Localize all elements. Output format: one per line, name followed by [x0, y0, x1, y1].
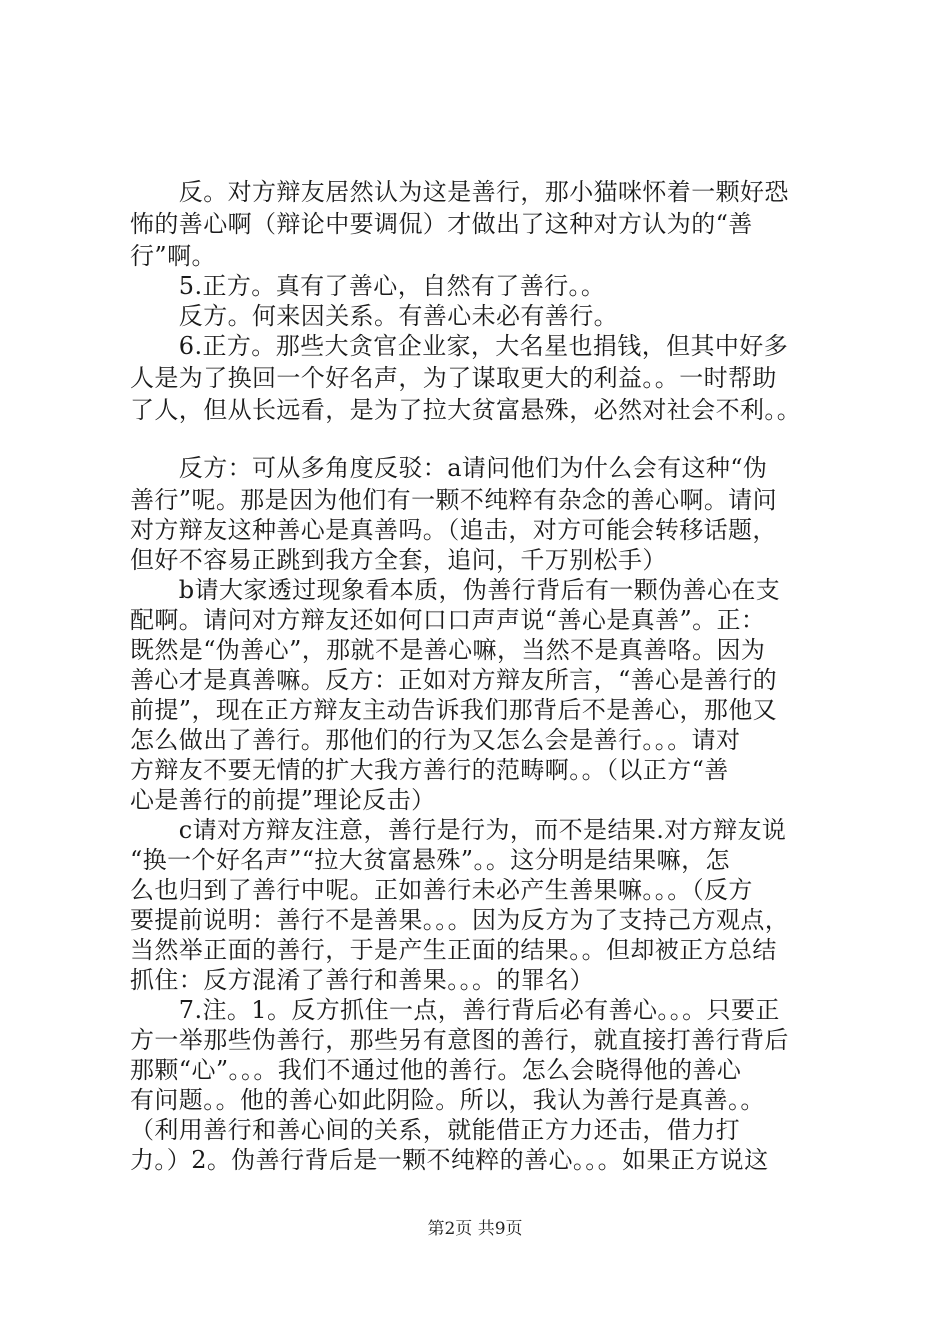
text-line: 抓住：反方混淆了善行和善果。。。的罪名）	[130, 966, 594, 994]
text-line: （利用善行和善心间的关系，就能借正方力还击，借力打	[130, 1116, 740, 1144]
text-line: 但好不容易正跳到我方全套，追问，千万别松手）	[130, 546, 667, 574]
text-line: 方一举那些伪善行，那些另有意图的善行，就直接打善行背后	[130, 1026, 789, 1054]
text-line: 那颗“心”。。。我们不通过他的善行。怎么会晓得他的善心	[130, 1056, 742, 1084]
text-line: 了人，但从长远看，是为了拉大贫富悬殊，必然对社会不利。。	[130, 396, 802, 424]
text-line: 有问题。。他的善心如此阴险。所以，我认为善行是真善。。	[130, 1086, 765, 1114]
text-line: 人是为了换回一个好名声，为了谋取更大的利益。。一时帮助	[130, 364, 777, 392]
text-line: 当然举正面的善行，于是产生正面的结果。。但却被正方总结	[130, 936, 777, 964]
text-line: 反。对方辩友居然认为这是善行，那小猫咪怀着一颗好恐	[130, 178, 789, 206]
text-line: 既然是“伪善心”，那就不是善心嘛，当然不是真善咯。因为	[130, 636, 766, 664]
text-line: 善心才是真善嘛。反方：正如对方辩友所言，“善心是善行的	[130, 666, 778, 694]
text-line: 配啊。请问对方辩友还如何口口声声说“善心是真善”。正：	[130, 606, 766, 634]
text-line: 方辩友不要无情的扩大我方善行的范畴啊。。（以正方“善	[130, 756, 729, 784]
text-line: 前提”，现在正方辩友主动告诉我们那背后不是善心，那他又	[130, 696, 778, 724]
text-line: “换一个好名声”“拉大贫富悬殊”。。这分明是结果嘛，怎	[130, 846, 730, 874]
text-line: 怖的善心啊（辩论中要调侃）才做出了这种对方认为的“善	[130, 210, 753, 238]
text-line: b请大家透过现象看本质，伪善行背后有一颗伪善心在支	[130, 576, 781, 604]
text-line: c请对方辩友注意，善行是行为，而不是结果.对方辩友说	[130, 816, 787, 844]
text-line: 行”啊。	[130, 242, 216, 270]
page-number-footer: 第2页 共9页	[427, 1219, 523, 1239]
text-line: 7.注。1。反方抓住一点，善行背后必有善心。。。只要正	[130, 996, 780, 1024]
text-line: 善行”呢。那是因为他们有一颗不纯粹有杂念的善心啊。请问	[130, 486, 778, 514]
text-line: 力。）2。伪善行背后是一颗不纯粹的善心。。。如果正方说这	[130, 1146, 769, 1174]
text-line: 反方。何来因关系。有善心未必有善行。	[130, 302, 618, 330]
text-line: 对方辩友这种善心是真善吗。（追击，对方可能会转移话题，	[130, 516, 777, 544]
text-line: 反方：可从多角度反驳：a请问他们为什么会有这种“伪	[130, 454, 768, 482]
text-line: 怎么做出了善行。那他们的行为又怎么会是善行。。。请对	[130, 726, 741, 754]
text-line: 么也归到了善行中呢。正如善行未必产生善果嘛。。。（反方	[130, 876, 753, 904]
text-line: 要提前说明：善行不是善果。。。因为反方为了支持己方观点，	[130, 906, 790, 934]
text-line: 心是善行的前提”理论反击）	[130, 786, 436, 814]
text-line: 5.正方。真有了善心，自然有了善行。。	[130, 272, 606, 300]
text-line: 6.正方。那些大贪官企业家，大名星也捐钱，但其中好多	[130, 332, 789, 360]
